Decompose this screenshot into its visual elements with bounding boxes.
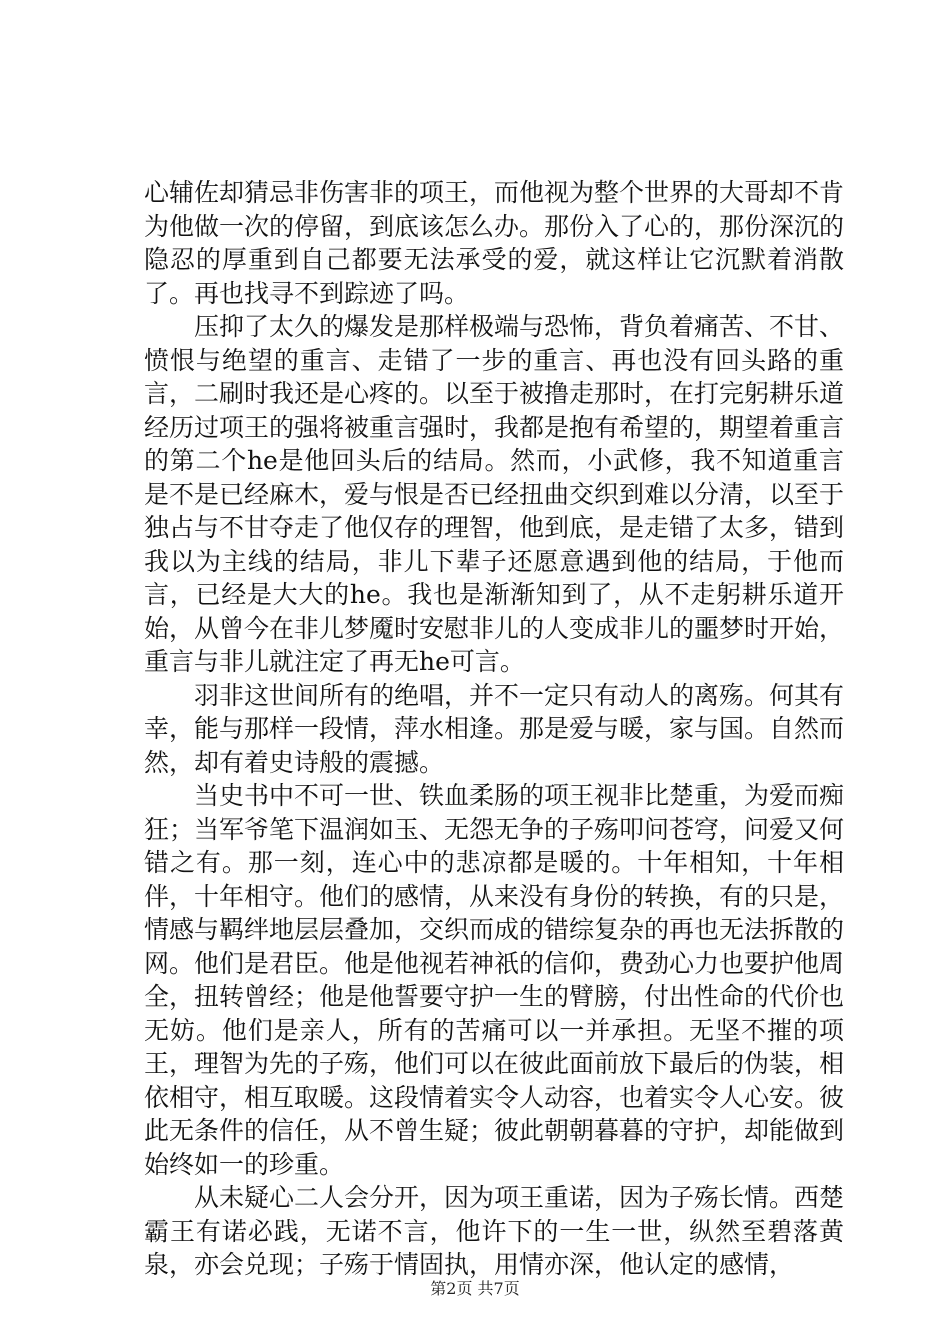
- paragraph-2: 压抑了太久的爆发是那样极端与恐怖，背负着痛苦、不甘、愤恨与绝望的重言、走错了一步的重言、再也没有回头路的重言，二刷时我还是心疼的。以至于被撸走那时，在打完躬耕乐道经历过项王的强将被重言强时，我都是抱有希望的，期望着重言的第二个he是他回头后的结局。然而，小武修，我不知道重言是不是已经麻木，爱与恨是否已经扭曲交织到难以分清，以至于独占与不甘夺走了他仅存的理智，他到底，是走错了太多，错到我以为主线的结局，非儿下辈子还愿意遇到他的结局，于他而言，已经是大大的he。我也是渐渐知到了，从不走躬耕乐道开始，从曾今在非儿梦魇时安慰非儿的人变成非儿的噩梦时开始，重言与非儿就注定了再无he可言。: [144, 312, 845, 676]
- document-body: [144, 176, 844, 1282]
- page-number-footer: 第2页 共7页: [430, 1279, 520, 1298]
- paragraph-3: 羽非这世间所有的绝唱，并不一定只有动人的离殇。何其有幸，能与那样一段情，萍水相逢。那是爱与暖，家与国。自然而然，却有着史诗般的震撼。: [144, 680, 845, 777]
- paragraph-4: 当史书中不可一世、铁血柔肠的项王视非比楚重，为爱而痴狂；当军爷笔下温润如玉、无怨无争的子殇叩问苍穹，问爱又何错之有。那一刻，连心中的悲凉都是暖的。十年相知，十年相伴，十年相守。他们的感情，从来没有身份的转换，有的只是，情感与羁绊地层层叠加，交织而成的错综复杂的再也无法拆散的网。他们是君臣。他是他视若神祇的信仰，费劲心力也要护他周全，扭转曾经；他是他誓要守护一生的臂膀，付出性命的代价也无妨。他们是亲人，所有的苦痛可以一并承担。无坚不摧的项王，理智为先的子殇，他们可以在彼此面前放下最后的伪装，相依相守，相互取暖。这段情着实令人动容，也着实令人心安。彼此无条件的信任，从不曾生疑；彼此朝朝暮暮的守护，却能做到始终如一的珍重。: [144, 781, 845, 1179]
- paragraph-5: 从未疑心二人会分开，因为项王重诺，因为子殇长情。西楚霸王有诺必践，无诺不言，他许下的一生一世，纵然至碧落黄泉，亦会兑现；子殇于情固执，用情亦深，他认定的感情，: [144, 1183, 845, 1279]
- paragraph-1: 心辅佐却猜忌非伤害非的项王，而他视为整个世界的大哥却不肯为他做一次的停留，到底该怎么办。那份入了心的，那份深沉的隐忍的厚重到自己都要无法承受的爱，就这样让它沉默着消散了。再也找寻不到踪迹了吗。: [144, 178, 845, 308]
